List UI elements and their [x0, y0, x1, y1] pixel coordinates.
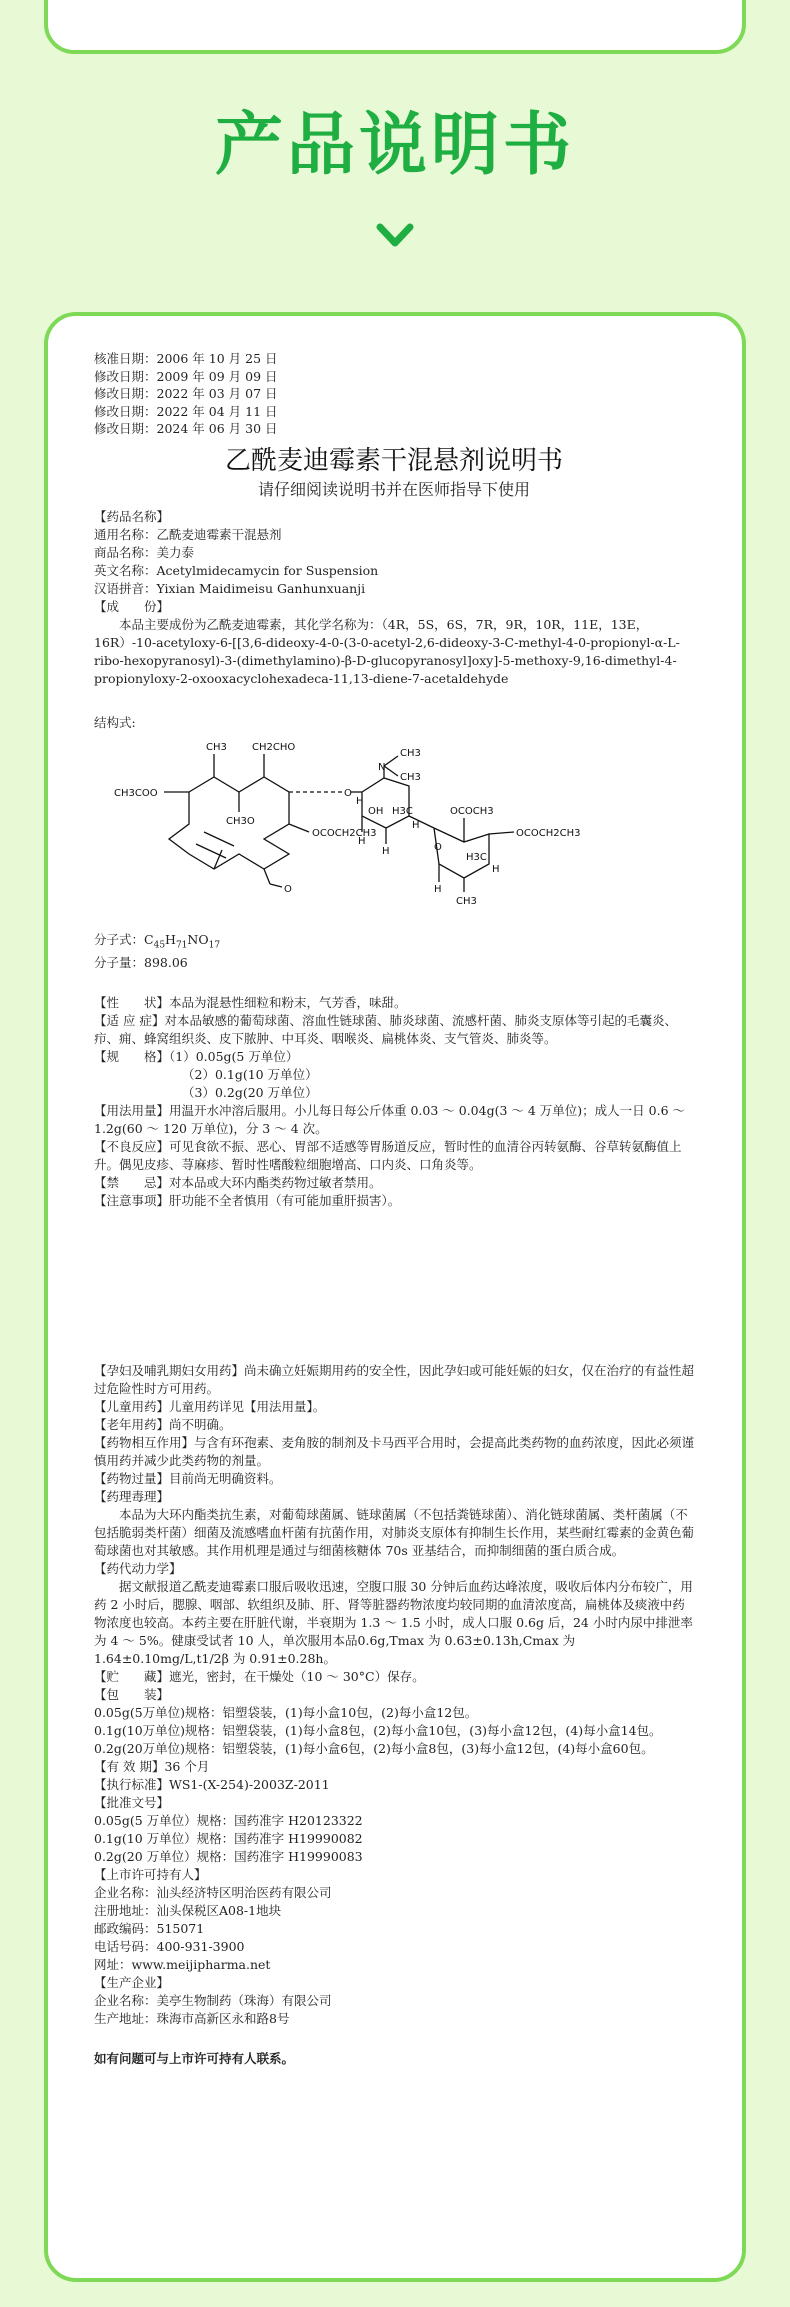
holder-line: 电话号码：400-931-3900	[94, 1939, 245, 1955]
package-line: 0.2g(20万单位)规格：铝塑袋装，(1)每小盒6包，(2)每小盒8包，(3)每小盒12包，(4)每小盒60包。	[94, 1741, 654, 1757]
formula-c: C	[144, 931, 154, 947]
maker-line: 企业名称：美亭生物制药（珠海）有限公司	[94, 1993, 332, 2009]
package-line: 0.1g(10万单位)规格：铝塑袋装，(1)每小盒8包，(2)每小盒10包，(3)每小盒12包，(4)每小盒14包。	[94, 1723, 662, 1739]
atom-label: OH	[368, 805, 384, 817]
footer-note: 如有问题可与上市许可持有人联系。	[94, 2051, 295, 2067]
pk-header: 【药代动力学】	[94, 1561, 182, 1577]
spec-line: （2）0.1g(10 万单位）	[182, 1067, 318, 1083]
standard-section: 【执行标准】WS1-(X-254)-2003Z-2011	[94, 1777, 330, 1793]
chevron-down-icon	[376, 222, 414, 250]
molecular-formula	[94, 931, 694, 955]
date-line: 修改日期：2009 年 09 月 09 日	[94, 368, 278, 384]
overdose-section: 【药物过量】目前尚无明确资料。	[94, 1471, 282, 1487]
structure-label: 结构式:	[94, 714, 136, 730]
composition-header: 【成 份】	[94, 598, 170, 614]
atom-label: OCOCH2CH3	[516, 827, 581, 839]
date-line: 修改日期：2022 年 03 月 07 日	[94, 386, 278, 402]
atom-label: H	[358, 835, 366, 847]
atom-label: CH3	[400, 747, 421, 759]
spec-line: （3）0.2g(20 万单位）	[182, 1085, 318, 1101]
approval-line: 0.05g(5 万单位）规格：国药准字 H20123322	[94, 1813, 363, 1829]
atom-label: OCOCH3	[450, 805, 494, 817]
formula-h-count: 71	[175, 940, 188, 951]
atom-label: CH3COO	[114, 787, 158, 799]
package-line: 0.05g(5万单位)规格：铝塑袋装，(1)每小盒10包，(2)每小盒12包。	[94, 1705, 478, 1721]
elderly-section: 【老年用药】尚不明确。	[94, 1417, 232, 1433]
dosage-section: 【用法用量】用温开水冲溶后服用。小儿每日每公斤体重 0.03 ～ 0.04g(3 ～ 4 万单位)；成人一日 0.6 ～ 1.2g(60 ～ 120 万单位)，分 3 ～ 4 次。	[94, 1103, 685, 1137]
approval-header: 【批准文号】	[94, 1795, 170, 1811]
interactions-section: 【药物相互作用】与含有环孢素、麦角胺的制剂及卡马西平合用时，会提高此类药物的血药浓度，因此必须谨慎用药并减少此类药物的剂量。	[94, 1435, 695, 1469]
atom-label: H	[382, 845, 390, 857]
drug-name-header: 【药品名称】	[94, 508, 170, 524]
toxicology-header: 【药理毒理】	[94, 1489, 170, 1505]
atom-label: CH3O	[226, 815, 255, 827]
atom-label: H	[492, 863, 500, 875]
validity-section: 【有 效 期】36 个月	[94, 1759, 210, 1775]
structural-formula-image	[94, 732, 694, 927]
atom-label: CH3	[206, 741, 227, 753]
atom-label: H3C	[466, 851, 487, 863]
atom-label: H	[434, 883, 442, 895]
atom-label: CH2CHO	[252, 741, 296, 753]
holder-website: 网址：www.meijipharma.net	[94, 1957, 271, 1973]
formula-o-count: 17	[208, 940, 221, 951]
atom-label: H	[356, 795, 364, 807]
holder-line: 注册地址：汕头保税区A08-1地块	[94, 1903, 282, 1919]
package-header: 【包 装】	[94, 1687, 170, 1703]
date-line: 修改日期：2022 年 04 月 11 日	[94, 403, 278, 419]
atom-label: O	[284, 883, 292, 895]
maker-line: 生产地址：珠海市高新区永和路8号	[94, 2011, 290, 2027]
atom-label: O	[344, 787, 352, 799]
atom-label: H	[412, 819, 420, 831]
contraindications-section: 【禁 忌】对本品或大环内酯类药物过敏者禁用。	[94, 1175, 382, 1191]
atom-label: CH3	[400, 771, 421, 783]
date-line: 核准日期：2006 年 10 月 25 日	[94, 351, 278, 366]
holder-line: 企业名称：汕头经济特区明治医药有限公司	[94, 1885, 332, 1901]
english-name: 英文名称：Acetylmidecamycin for Suspension	[94, 562, 379, 578]
formula-no: NO	[187, 931, 209, 947]
generic-name: 通用名称：乙酰麦迪霉素干混悬剂	[94, 526, 282, 542]
formula-label: 分子式：	[94, 931, 145, 947]
composition-text: 本品主要成份为乙酰麦迪霉素，其化学名称为：（4R，5S，6S，7R，9R，10R，11E，13E，16R）-10-acetyloxy-6-[[3,6-dideoxy-4-0-(3-0-acetyl-2,6-dideoxy-3-C-methyl-4-0-propionyl-α-L-ribo-hexopyranosyl)-3-(dimethylamino)-β-D-glucopyranosyl]oxy]-5-methoxy-9,16-dimethyl-4-propionyloxy-2-oxooxacyclohexadeca-11,13-diene-7-acetaldehyde	[94, 616, 680, 686]
atom-label: OCOCH2CH3	[312, 827, 377, 839]
spec-section: 【规 格】（1）0.05g(5 万单位）	[94, 1049, 299, 1065]
holder-header: 【上市许可持有人】	[94, 1867, 207, 1883]
formula-h: H	[165, 931, 176, 947]
package-insert	[94, 350, 694, 2068]
document-subtitle: 请仔细阅读说明书并在医师指导下使用	[257, 479, 530, 499]
trade-name: 商品名称：美力泰	[94, 544, 195, 560]
atom-label: N	[378, 761, 386, 773]
pinyin-name: 汉语拼音：Yixian Maidimeisu Ganhunxuanji	[94, 580, 366, 596]
pregnancy-section: 【孕妇及哺乳期妇女用药】尚未确立妊娠期用药的安全性，因此孕妇或可能妊娠的妇女，仅在治疗的有益性超过危险性时方可用药。	[94, 1363, 695, 1397]
character-section: 【性 状】本品为混悬性细粒和粉末，气芳香，味甜。	[94, 995, 407, 1011]
approval-line: 0.1g(10 万单位）规格：国药准字 H19990082	[94, 1831, 363, 1847]
formula-c-count: 45	[153, 940, 166, 951]
atom-label: O	[434, 841, 442, 853]
indications-section: 【适 应 症】对本品敏感的葡萄球菌、溶血性链球菌、肺炎球菌、流感杆菌、肺炎支原体等引起的毛囊炎、疖、痈、蜂窝组织炎、皮下脓肿、中耳炎、咽喉炎、扁桃体炎、支气管炎、肺炎等。	[94, 1013, 677, 1047]
maker-header: 【生产企业】	[94, 1975, 170, 1991]
toxicology-text: 本品为大环内酯类抗生素，对葡萄球菌属、链球菌属（不包括粪链球菌）、消化链球菌属、类杆菌属（不包括脆弱类杆菌）细菌及流感嗜血杆菌有抗菌作用，对肺炎支原体有抑制生长作用，某些耐红霉素的金黄色葡萄球菌也对其敏感。其作用机理是通过与细菌核糖体 70s 亚基结合，而抑制细菌的蛋白质合成。	[94, 1507, 695, 1559]
atom-label: H3C	[392, 805, 413, 817]
children-section: 【儿童用药】儿童用药详见【用法用量】。	[94, 1399, 326, 1415]
precautions-section: 【注意事项】肝功能不全者慎用（有可能加重肝损害）。	[94, 1193, 401, 1209]
approval-dates	[94, 350, 694, 438]
storage-section: 【贮 藏】遮光，密封，在干燥处（10 ～ 30°C）保存。	[94, 1669, 425, 1685]
top-card	[44, 0, 746, 54]
section-title: 产品说明书	[214, 106, 575, 185]
holder-line: 邮政编码：515071	[94, 1921, 205, 1937]
approval-line: 0.2g(20 万单位）规格：国药准字 H19990083	[94, 1849, 363, 1865]
atom-label: CH3	[456, 895, 477, 907]
molecular-weight: 分子量：898.06	[94, 955, 188, 971]
adverse-section: 【不良反应】可见食欲不振、恶心、胃部不适感等胃肠道反应，暂时性的血清谷丙转氨酶、谷草转氨酶值上升。偶见皮疹、荨麻疹、暂时性嗜酸粒细胞增高、口内炎、口角炎等。	[94, 1139, 682, 1173]
pk-text: 据文献报道乙酰麦迪霉素口服后吸收迅速，空腹口服 30 分钟后血药达峰浓度，吸收后体内分布较广，用药 2 小时后，腮腺、咽部、软组织及肺、肝、肾等脏器药物浓度均较同期的血清浓度高，扁桃体及痰液中药物浓度也较高。本药主要在肝脏代谢，半衰期为 1.3 ～ 1.5 小时，成人口服 0.6g 后，24 小时内尿中排泄率为 4 ～ 5%。健康受试者 10 人，单次服用本品0.6g,Tmax 为 0.63±0.13h,Cmax 为 1.64±0.10mg/L,t1/2β 为 0.91±0.28h。	[94, 1579, 693, 1667]
date-line: 修改日期：2024 年 06 月 30 日	[94, 421, 278, 437]
document-title: 乙酰麦迪霉素干混悬剂说明书	[224, 445, 563, 476]
